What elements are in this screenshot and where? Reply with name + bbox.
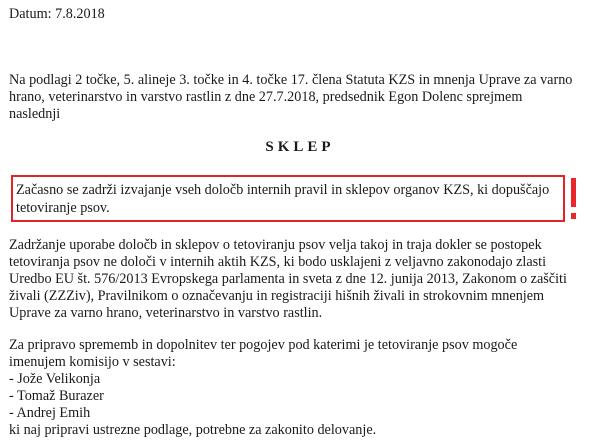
paragraph3-line-1: Za pripravo sprememb in dopolnitev ter pogojev pod katerimi je tetoviranje psov mogoče — [9, 337, 518, 353]
closing-line: ki naj pripravi ustrezne podlage, potrebne za zakonito delovanje. — [9, 422, 377, 438]
intro-line-2: hrano, veterinarstvo in varstvo rastlin z dne 27.7.2018, predsednik Egon Dolenc sprejmem — [9, 89, 523, 105]
paragraph2-line-4: živali (ZZZiv), Pravilnikom o označevanju in registraciji hišnih živali in strokovnim mnenjem — [9, 288, 545, 304]
exclamation-bar — [571, 178, 576, 207]
exclamation-mark-icon — [568, 178, 578, 220]
committee-member: - Jože Velikonja — [9, 371, 101, 387]
decision-line-2: tetoviranje psov. — [16, 200, 110, 216]
committee-member: - Tomaž Burazer — [9, 388, 104, 404]
exclamation-dot — [571, 213, 576, 219]
intro-line-3: naslednji — [9, 106, 61, 122]
document-date: Datum: 7.8.2018 — [9, 6, 105, 22]
paragraph3-line-2: imenujem komisijo v sestavi: — [9, 354, 176, 370]
paragraph2-line-5: Uprave za varno hrano, veterinarstvo in varstvo rastlin. — [9, 305, 323, 321]
paragraph2-line-1: Zadržanje uporabe določb in sklepov o tetoviranju psov velja takoj in traja dokler se postopek — [9, 237, 542, 253]
paragraph2-line-2: tetoviranja psov ne določi v internih aktih KZS, ki bodo usklajeni z veljavno zakonodajo zlasti — [9, 254, 547, 270]
paragraph2-line-3: Uredbo EU št. 576/2013 Evropskega parlamenta in sveta z dne 12. junija 2013, Zakonom o zaščiti — [9, 271, 567, 287]
decision-line-1: Začasno se zadrži izvajanje vseh določb internih pravil in sklepov organov KZS, ki dopuščajo — [16, 182, 550, 198]
document-title: SKLEP — [265, 139, 335, 155]
intro-line-1: Na podlagi 2 točke, 5. alineje 3. točke in 4. točke 17. člena Statuta KZS in mnenja Uprave za varno — [9, 72, 573, 88]
committee-member: - Andrej Emih — [9, 405, 91, 421]
